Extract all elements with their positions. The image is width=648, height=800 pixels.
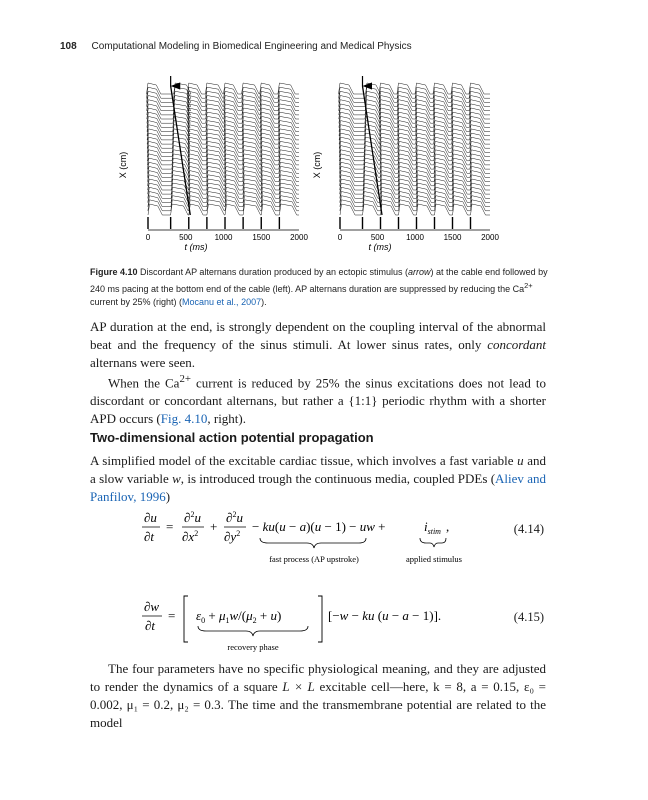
brace-applied-stimulus: applied stimulus [406, 554, 462, 564]
left-trace [147, 137, 299, 148]
brace-recovery-phase: recovery phase [227, 642, 279, 652]
svg-text:istim: $i_{stim}$ [424, 519, 441, 536]
left-trace [147, 125, 299, 136]
right-trace [339, 108, 490, 119]
right-panel-x-ticks [338, 233, 500, 242]
caption-label: Figure 4.10 [90, 267, 138, 277]
left-trace [147, 96, 299, 107]
running-title: Computational Modeling in Biomedical Engineering and Medical Physics [91, 41, 412, 52]
figure-caption: Figure 4.10 Discordant AP alternans duration produced by an ectopic stimulus (arrow) at the cable end followed by 240 ms pacing at the bottom end of the cable (left). AP alternans duration are suppressed by reducing the $Ca^{2+}$ current by 25% (right) (Mocanu et al., 2007). [90, 267, 548, 307]
right-x-tick-label: 0 [337, 233, 343, 242]
right-trace [339, 133, 490, 144]
left-x-tick-label: 1000 [214, 233, 233, 242]
svg-text:ε0 + μ1w/(μ2 + u): $\varepsilon_0 + \mu_1w/(\mu_2 + u)$ [196, 608, 282, 625]
right-trace [339, 137, 490, 148]
right-trace [340, 196, 490, 207]
right-x-tick-label: 1500 [443, 233, 462, 242]
right-x-tick-label: 2000 [481, 233, 499, 242]
right-panel-stim-ticks [340, 217, 471, 229]
svg-text:=: = [166, 519, 174, 534]
paragraph-4: The four parameters have no specific physiological meaning, and they are adjusted to render the dynamics of a square L × L excitable cell—here, k = 8, a = 0.15, ε₀ = 0.002, μ₁ = 0.2, μ₂ = 0.3. The time and the transmembrane potential are related to the model [90, 661, 546, 730]
left-panel-stim-ticks [148, 217, 279, 229]
figure-4-10 [112, 70, 522, 265]
equation-4-15 [100, 594, 550, 656]
left-panel-x-ticks [146, 233, 309, 242]
svg-text:− ku(u − a)(u − 1) − uw +: − ku(u − a)(u − 1) − uw + [252, 519, 386, 534]
left-trace [147, 129, 299, 140]
right-trace [339, 141, 490, 152]
left-x-tick-label: 500 [179, 233, 193, 242]
figure-svg [112, 70, 522, 265]
right-trace [340, 166, 491, 177]
right-panel-traces [339, 83, 491, 215]
equation-4-14-svg [100, 508, 510, 572]
left-panel-ylabel: X (cm) [118, 151, 128, 179]
left-trace [147, 116, 299, 127]
svg-text:[−w − ku (u − a − 1)].: [−w − ku (u − a − 1)]. [328, 608, 442, 623]
right-trace [339, 104, 490, 115]
right-trace [339, 91, 490, 102]
right-trace [340, 200, 490, 211]
right-trace [339, 146, 490, 157]
left-panel-xlabel: t (ms) [184, 242, 208, 252]
svg-text:∂2u: ∂$^2$u [226, 510, 243, 525]
right-trace [340, 179, 490, 190]
right-trace [339, 158, 490, 169]
left-trace [147, 121, 299, 132]
right-trace [340, 162, 491, 173]
left-x-tick-label: 0 [145, 233, 151, 242]
right-trace [340, 171, 490, 182]
right-trace [340, 175, 490, 186]
right-trace [339, 150, 490, 161]
paragraph-1: AP duration at the end, is strongly dependent on the coupling interval of the abnormal beat and the frequency of the sinus stimuli. At lower sinus rates, only concordant alternans were seen. [90, 319, 546, 370]
left-panel [118, 76, 308, 252]
left-trace [147, 100, 299, 111]
left-trace [147, 87, 300, 98]
left-x-tick-label: 2000 [290, 233, 308, 242]
left-trace [147, 108, 299, 119]
paragraph-3: A simplified model of the excitable cardiac tissue, which involves a fast variable u and a slow variable w, is introduced trough the continuous media, coupled PDEs (Aliev and Panfilov, 1996) [90, 453, 546, 504]
equation-4-14 [100, 508, 550, 572]
left-trace [147, 83, 300, 94]
svg-text:∂u: ∂u [144, 510, 157, 525]
svg-text:=: = [168, 608, 176, 623]
svg-text:∂x2: $\partial x^2$ [182, 529, 199, 544]
right-trace [339, 87, 490, 98]
right-trace [339, 121, 490, 132]
section-heading: Two-dimensional action potential propagation [90, 430, 374, 445]
page-number: 108 [60, 41, 77, 52]
left-trace [147, 112, 299, 123]
equation-number: (4.14) [513, 522, 544, 536]
brace-fast-process: fast process (AP upstroke) [269, 554, 359, 564]
svg-text:∂w: ∂w [144, 599, 160, 614]
right-trace [339, 116, 490, 127]
svg-text:∂t: ∂t [144, 529, 155, 544]
left-x-tick-label: 1500 [252, 233, 271, 242]
right-trace [340, 183, 490, 194]
right-trace [339, 154, 490, 165]
right-trace [339, 129, 490, 140]
right-trace [340, 192, 490, 203]
paragraph-2: When the $Ca^{2+}$ current is reduced by 25% the sinus excitations does not lead to discordant or concordant alternans, but rather a {1:1} periodic rhythm with a shorter APD occurs (Fig. 4.10, right). [90, 373, 546, 427]
right-trace [340, 204, 490, 215]
equation-number: (4.15) [513, 610, 544, 624]
svg-text:,: , [446, 519, 450, 534]
svg-text:+: + [210, 519, 218, 534]
right-panel-ylabel: X (cm) [312, 151, 322, 179]
right-trace [340, 187, 490, 198]
svg-text:∂y2: $\partial y^2$ [224, 529, 241, 544]
right-trace [339, 100, 490, 111]
caption-citation-link[interactable]: Mocanu et al., 2007 [182, 297, 262, 307]
equation-4-15-svg [100, 594, 510, 656]
right-trace [339, 96, 490, 107]
caption-arrow-word: arrow [408, 267, 431, 277]
right-trace [339, 112, 490, 123]
aliev-panfilov-link[interactable]: Aliev and Panfilov, 1996 [90, 471, 546, 504]
right-trace [339, 83, 491, 94]
left-panel-traces [147, 83, 300, 215]
svg-text:∂t: ∂t [145, 618, 156, 633]
right-trace [339, 125, 490, 136]
left-trace [147, 104, 299, 115]
fig-4-10-link[interactable]: Fig. 4.10 [160, 411, 208, 427]
right-panel [312, 76, 499, 252]
right-panel-xlabel: t (ms) [368, 242, 392, 252]
svg-text:∂2u: ∂$^2$u [184, 510, 201, 525]
running-header [60, 41, 412, 52]
right-x-tick-label: 1000 [406, 233, 424, 242]
left-trace [147, 91, 299, 102]
right-x-tick-label: 500 [370, 233, 385, 242]
